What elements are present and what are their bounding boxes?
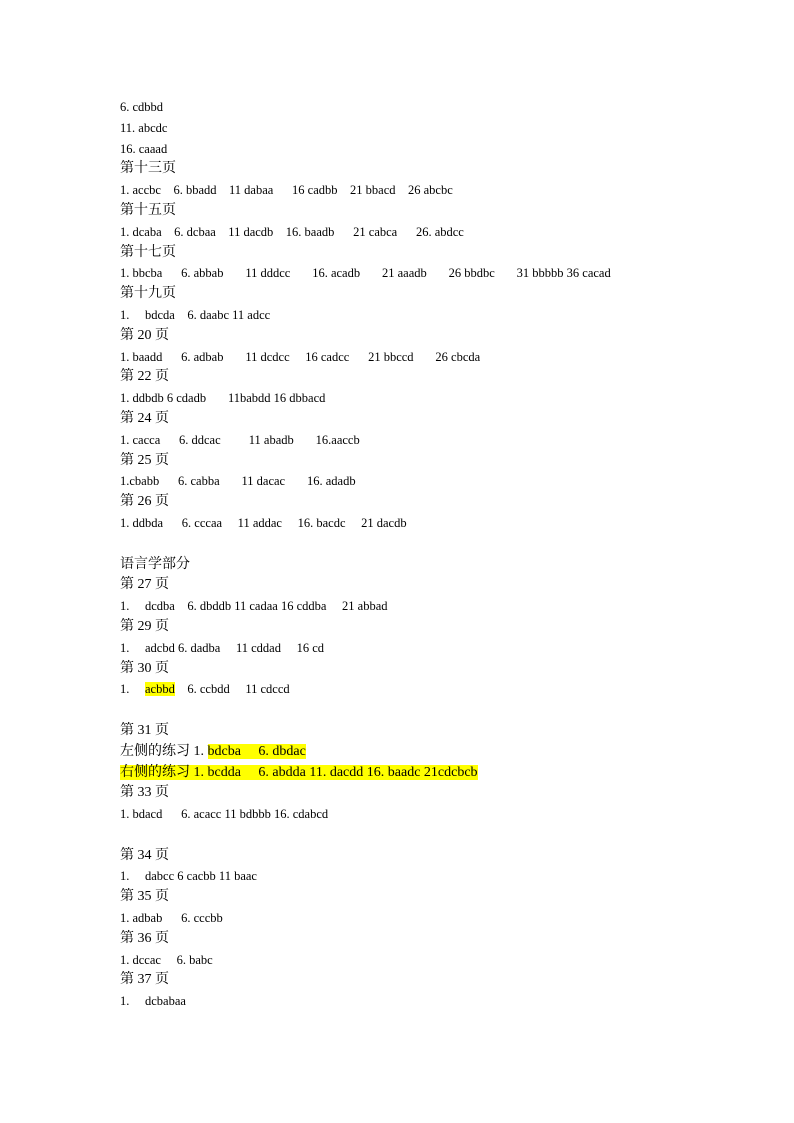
page-heading: 第十九页 — [120, 286, 176, 302]
answer-line: 1. dccac 6. babc — [120, 952, 213, 967]
page-heading: 第 26 页 — [120, 494, 169, 510]
blank-line — [120, 700, 740, 721]
answer-rest: 6. ccbdd 11 cdccd — [174, 682, 290, 697]
answer-line: 1. dabcc 6 cacbb 11 baac — [120, 869, 257, 884]
answer-line: 1. accbc 6. bbadd 11 dabaa 16 cadbb 21 bbacd 26 abcbc — [120, 183, 453, 198]
page-heading: 第十三页 — [120, 161, 176, 177]
left-exercise-label: 左侧的练习 1. — [120, 743, 208, 759]
answer-line: 1. bdcda 6. daabc 11 adcc — [120, 307, 271, 322]
answer-line: 1. bbcba 6. abbab 11 dddcc 16. acadb 21 aaadb 26 bbdbc 31 bbbbb 36 cacad — [120, 266, 611, 281]
page-heading: 第 37 页 — [120, 972, 169, 988]
answer-line: 1. cacca 6. ddcac 11 abadb 16.aaccb — [120, 432, 360, 447]
page-heading: 第 22 页 — [120, 369, 169, 385]
highlighted-answer: 右侧的练习 1. bcdda 6. abdda 11. dacdd 16. baadc 21cdcbcb — [120, 764, 478, 780]
answer-line: 6. cdbbd — [120, 100, 164, 114]
answer-line: 1. ddbdb 6 cdadb 11babdd 16 dbbacd — [120, 391, 326, 406]
blank-line — [120, 825, 740, 846]
page-heading: 第十五页 — [120, 202, 176, 218]
answer-line: 1. dcaba 6. dcbaa 11 dacdb 16. baadb 21 cabca 26. abdcc — [120, 224, 464, 239]
answer-line: 1. adbab 6. cccbb — [120, 911, 223, 926]
page-heading: 第 24 页 — [120, 410, 169, 426]
answer-line: 1. dcdba 6. dbddb 11 cadaa 16 cddba 21 abbad — [120, 599, 388, 614]
answer-number: 1. — [120, 682, 145, 697]
highlighted-answer: bdcba 6. dbdac — [207, 743, 306, 759]
answer-line: 1. baadd 6. adbab 11 dcdcc 16 cadcc 21 bbccd 26 cbcda — [120, 349, 481, 364]
page-heading: 第 25 页 — [120, 452, 169, 468]
blank-line — [120, 534, 740, 555]
answer-line: 11. abcdc — [120, 120, 168, 135]
answer-line: 1. adcbd 6. dadba 11 cddad 16 cd — [120, 640, 324, 655]
page-heading: 第 30 页 — [120, 660, 169, 676]
answer-line: 1. dcbabaa — [120, 994, 186, 1009]
answer-line — [120, 763, 740, 784]
page-heading: 第 35 页 — [120, 889, 169, 905]
answer-line — [120, 679, 740, 700]
answer-line: 1.cbabb 6. cabba 11 dacac 16. adadb — [120, 474, 356, 489]
page-heading: 第 29 页 — [120, 618, 169, 634]
page-heading: 第 27 页 — [120, 577, 169, 593]
page-heading: 第 33 页 — [120, 785, 169, 801]
page-heading: 第 20 页 — [120, 327, 169, 343]
page-heading: 第 31 页 — [120, 722, 169, 738]
answer-line — [120, 742, 740, 763]
document-body — [120, 97, 740, 1012]
answer-line: 1. bdacd 6. acacc 11 bdbbb 16. cdabcd — [120, 807, 329, 822]
page-heading: 第十七页 — [120, 244, 176, 260]
page-heading: 第 36 页 — [120, 930, 169, 946]
answer-line: 1. ddbda 6. cccaa 11 addac 16. bacdc 21 dacdb — [120, 515, 407, 530]
highlighted-answer: acbbd — [145, 682, 175, 697]
answer-line: 16. caaad — [120, 141, 168, 156]
section-heading: 语言学部分 — [120, 556, 190, 572]
page-heading: 第 34 页 — [120, 847, 169, 863]
